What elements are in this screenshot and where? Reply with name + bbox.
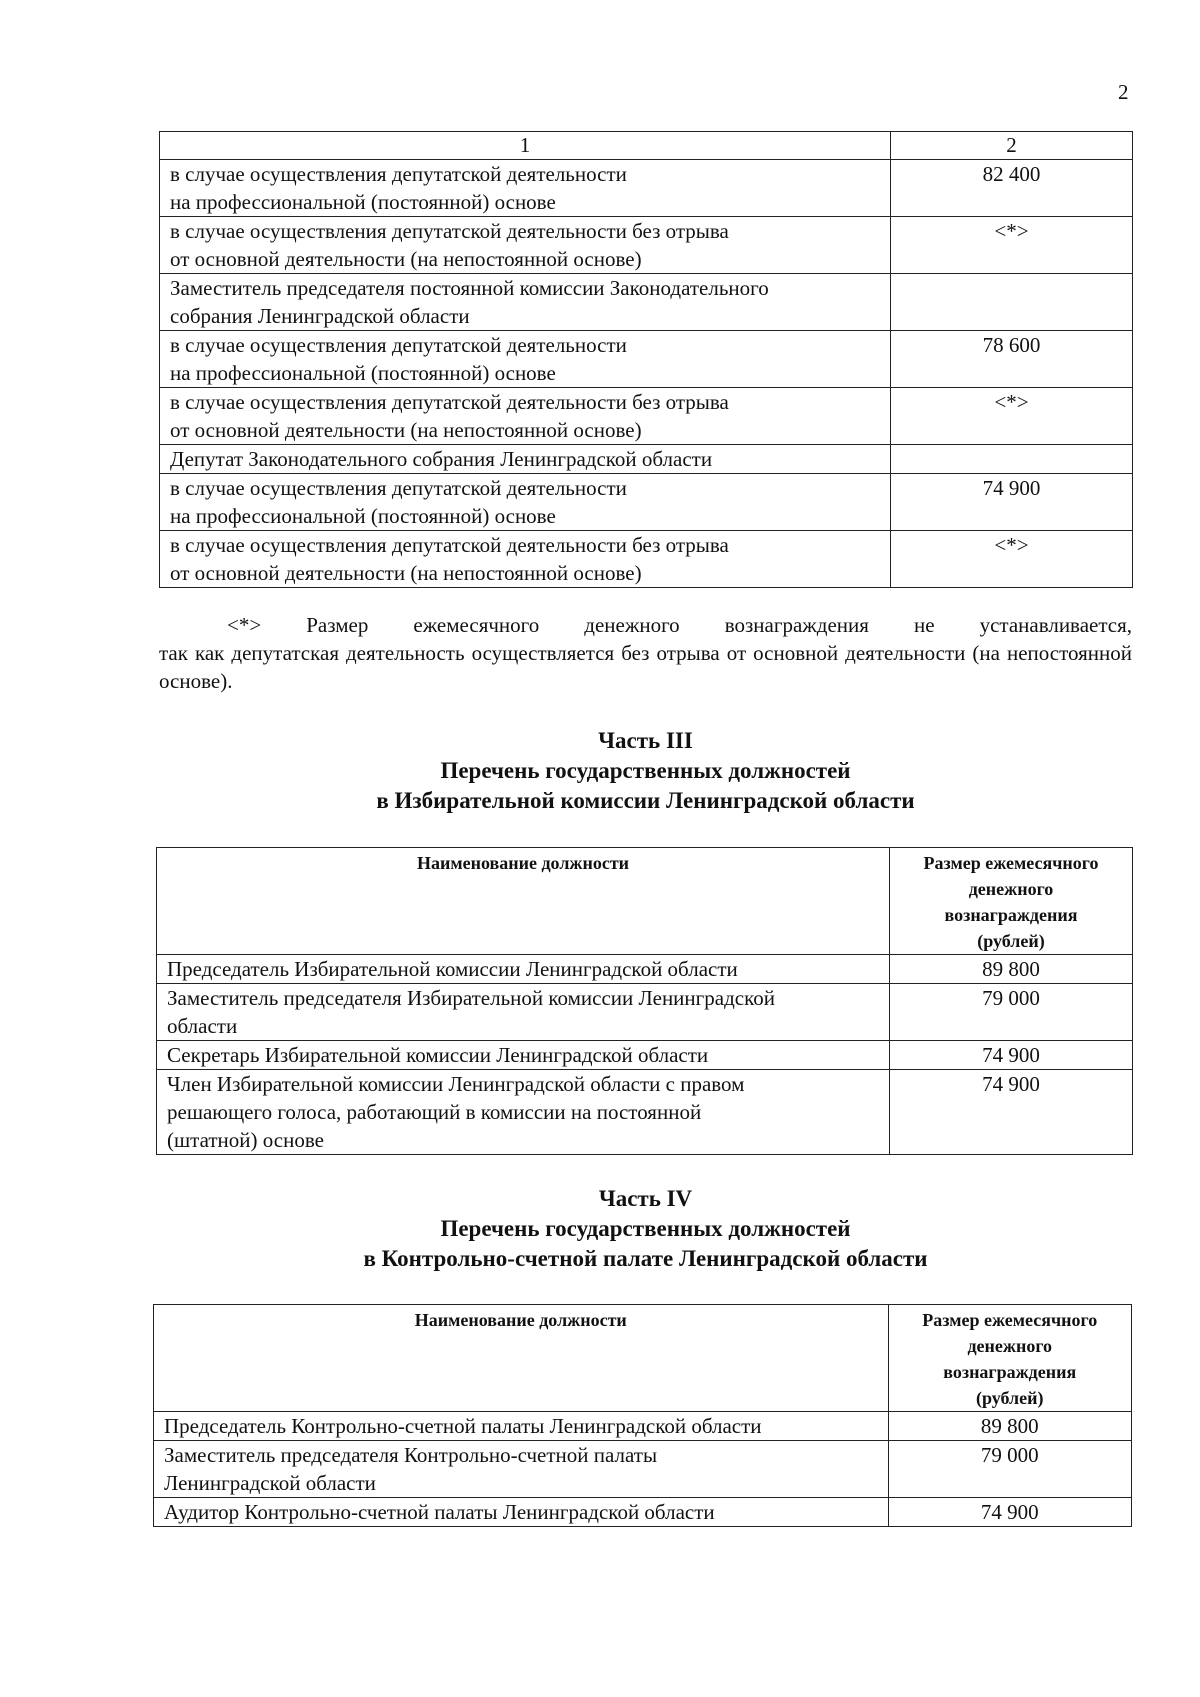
column-number-1: 1 <box>160 132 891 160</box>
section-4-part: Часть IV <box>598 1186 693 1211</box>
amount-cell <box>891 274 1133 331</box>
amount-cell: 74 900 <box>890 1070 1133 1155</box>
position-cell: в случае осуществления депутатской деятельности на профессиональной (постоянной) основе <box>160 331 891 388</box>
amount-cell: <*> <box>891 388 1133 445</box>
amount-cell: 89 800 <box>890 955 1133 984</box>
table-row <box>157 1041 1133 1070</box>
section-3-title-line-1: Перечень государственных должностей <box>440 758 851 783</box>
amount-cell: 79 000 <box>888 1441 1132 1498</box>
position-cell: Член Избирательной комиссии Ленинградской области с правом решающего голоса, работающий в комиссии на постоянной (штатной) основе <box>157 1070 890 1155</box>
amount-cell: 74 900 <box>891 474 1133 531</box>
table-header-row <box>157 848 1133 955</box>
position-cell: в случае осуществления депутатской деятельности на профессиональной (постоянной) основе <box>160 160 891 217</box>
table-row <box>154 1498 1132 1527</box>
amount-cell: 89 800 <box>888 1412 1132 1441</box>
position-name-header: Наименование должности <box>157 848 890 955</box>
table-row <box>154 1441 1132 1498</box>
amount-cell: 78 600 <box>891 331 1133 388</box>
position-cell: Заместитель председателя Избирательной комиссии Ленинградской области <box>157 984 890 1041</box>
amount-cell: 74 900 <box>888 1498 1132 1527</box>
position-cell: в случае осуществления депутатской деятельности на профессиональной (постоянной) основе <box>160 474 891 531</box>
table-row <box>160 474 1133 531</box>
table-row <box>160 331 1133 388</box>
election-commission-table <box>156 847 1133 1155</box>
position-cell: Заместитель председателя постоянной комиссии Законодательного собрания Ленинградской области <box>160 274 891 331</box>
amount-header: Размер ежемесячного денежного вознаграждения (рублей) <box>890 848 1133 955</box>
position-cell: в случае осуществления депутатской деятельности без отрыва от основной деятельности (на непостоянной основе) <box>160 388 891 445</box>
position-name-header: Наименование должности <box>154 1305 889 1412</box>
amount-header: Размер ежемесячного денежного вознаграждения (рублей) <box>888 1305 1132 1412</box>
table-row <box>157 984 1133 1041</box>
footnote-rest: так как депутатская деятельность осуществляется без отрыва от основной деятельности (на непостоянной основе). <box>159 641 1132 693</box>
amount-cell: <*> <box>891 217 1133 274</box>
section-3-heading <box>159 726 1132 816</box>
table-row <box>160 217 1133 274</box>
deputies-table <box>159 131 1133 588</box>
section-3-part: Часть III <box>598 728 693 753</box>
position-cell: Председатель Избирательной комиссии Ленинградской области <box>157 955 890 984</box>
footnote <box>159 611 1132 695</box>
position-cell: Заместитель председателя Контрольно-счетной палаты Ленинградской области <box>154 1441 889 1498</box>
section-4-heading <box>159 1184 1132 1274</box>
table-row <box>160 274 1133 331</box>
table-row <box>160 160 1133 217</box>
column-number-2: 2 <box>891 132 1133 160</box>
amount-cell <box>891 445 1133 474</box>
table-row <box>160 531 1133 588</box>
table-row <box>154 1412 1132 1441</box>
position-cell: в случае осуществления депутатской деятельности без отрыва от основной деятельности (на непостоянной основе) <box>160 217 891 274</box>
footnote-line-1: <*> Размер ежемесячного денежного вознаграждения не устанавливается, <box>227 613 1132 637</box>
position-cell: Секретарь Избирательной комиссии Ленинградской области <box>157 1041 890 1070</box>
amount-cell: 82 400 <box>891 160 1133 217</box>
table-header-row <box>160 132 1133 160</box>
page-number: 2 <box>1118 80 1129 104</box>
table-row <box>157 955 1133 984</box>
table-header-row <box>154 1305 1132 1412</box>
amount-cell: 79 000 <box>890 984 1133 1041</box>
table-row <box>160 445 1133 474</box>
position-cell: Депутат Законодательного собрания Ленинградской области <box>160 445 891 474</box>
audit-chamber-table <box>153 1304 1132 1527</box>
table-row <box>160 388 1133 445</box>
section-4-title-line-2: в Контрольно-счетной палате Ленинградской области <box>363 1246 928 1271</box>
section-4-title-line-1: Перечень государственных должностей <box>440 1216 851 1241</box>
position-cell: Председатель Контрольно-счетной палаты Ленинградской области <box>154 1412 889 1441</box>
amount-cell: 74 900 <box>890 1041 1133 1070</box>
position-cell: в случае осуществления депутатской деятельности без отрыва от основной деятельности (на непостоянной основе) <box>160 531 891 588</box>
amount-cell: <*> <box>891 531 1133 588</box>
section-3-title-line-2: в Избирательной комиссии Ленинградской области <box>376 788 915 813</box>
table-row <box>157 1070 1133 1155</box>
position-cell: Аудитор Контрольно-счетной палаты Ленинградской области <box>154 1498 889 1527</box>
